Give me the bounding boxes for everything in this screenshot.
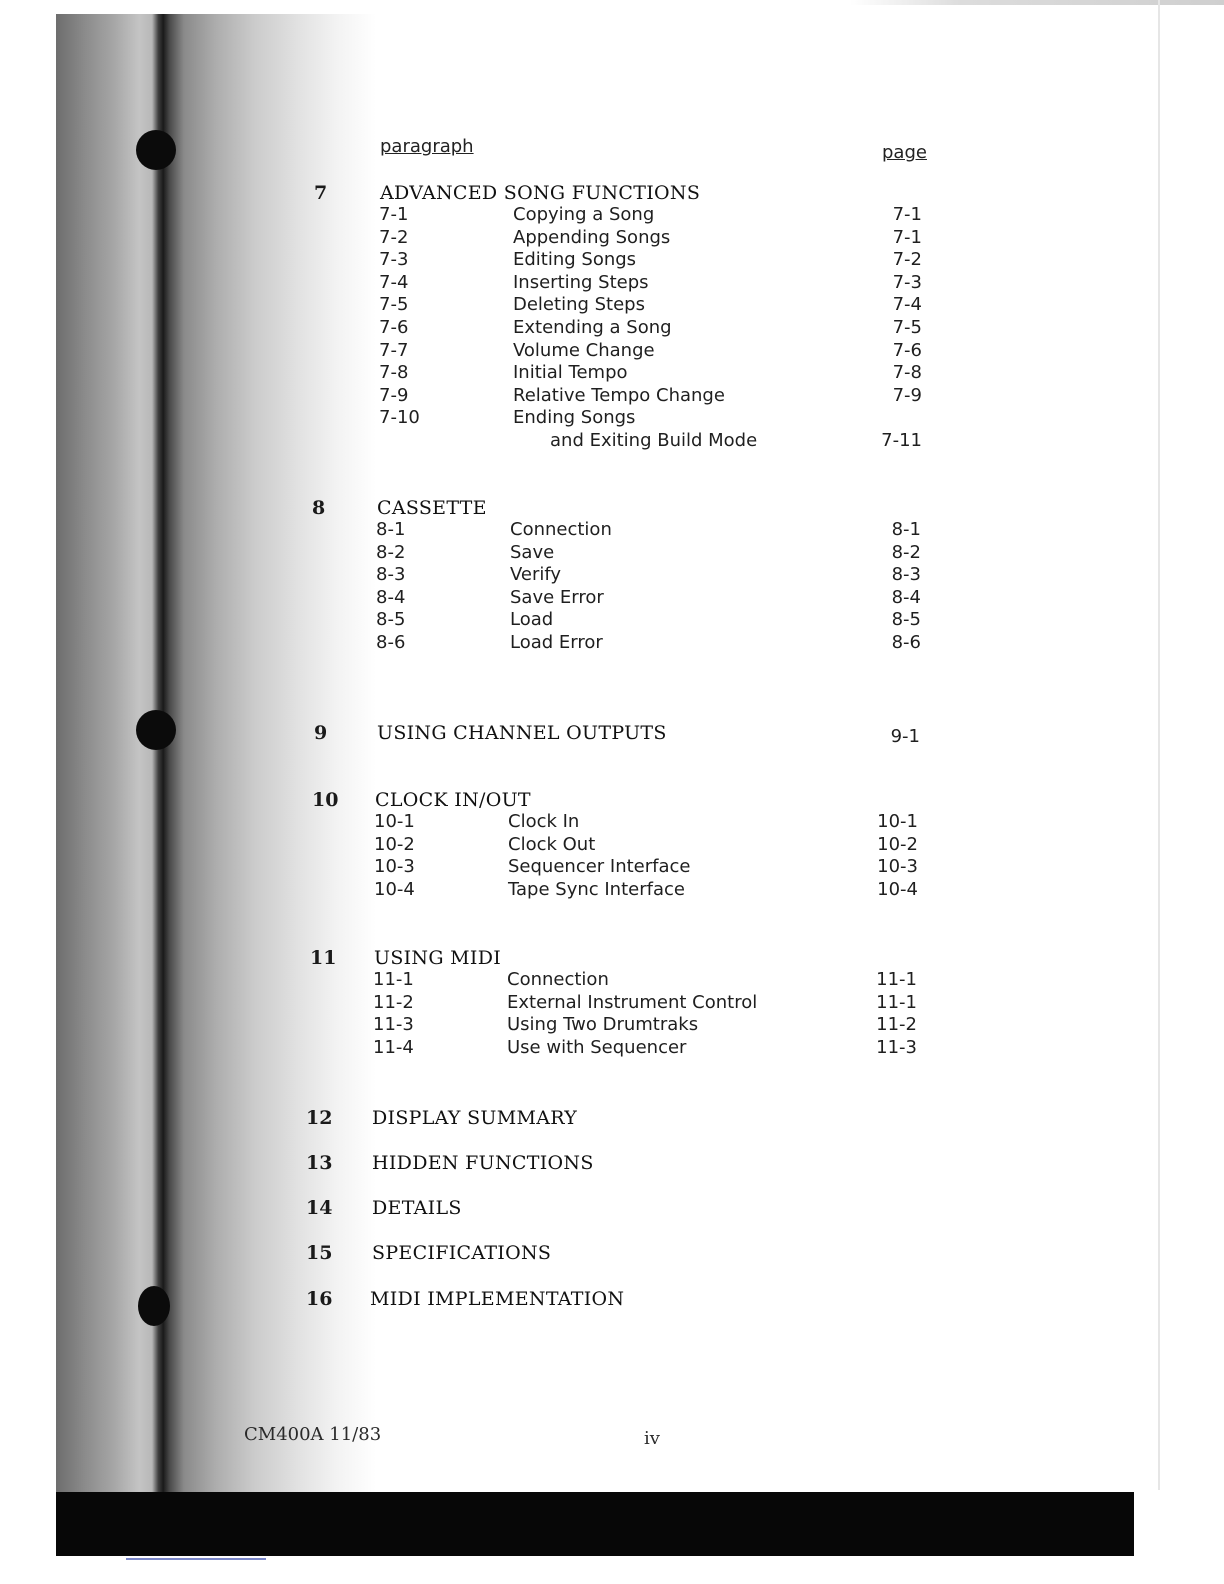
section-title: Using Two Drumtraks — [507, 1014, 699, 1036]
section-title: Relative Tempo Change — [513, 384, 725, 406]
section-title: Connection — [507, 969, 609, 990]
section-title: Clock Out — [508, 833, 596, 855]
chapter-title: CLOCK IN/OUT — [375, 789, 531, 811]
chapter-number: 7 — [314, 182, 328, 204]
chapter-title: CASSETTE — [377, 497, 487, 519]
section-title: Appending Songs — [513, 226, 671, 248]
section-number: 7-10 — [379, 407, 420, 429]
section-title: Copying a Song — [513, 204, 655, 225]
section-number: 10-2 — [374, 833, 415, 855]
scan-bottom-rule — [126, 1558, 266, 1560]
section-title: Inserting Steps — [513, 271, 649, 293]
section-number: 8-1 — [376, 519, 406, 540]
chapter-number: 10 — [312, 789, 339, 811]
section-page: 7-5 — [892, 317, 922, 338]
section-number: 11-1 — [373, 969, 414, 990]
scan-edge-top — [850, 0, 1224, 5]
section-page: 7-11 — [881, 430, 922, 451]
section-title: Save Error — [510, 586, 604, 608]
page-number: iv — [644, 1428, 660, 1449]
binding-shadow — [56, 14, 376, 1494]
section-title: Use with Sequencer — [507, 1036, 687, 1058]
column-header-paragraph: paragraph — [380, 136, 474, 157]
section-page: 10-1 — [877, 811, 918, 832]
section-page: 8-1 — [891, 519, 921, 540]
section-page: 7-2 — [892, 249, 922, 271]
chapter-number: 14 — [306, 1197, 333, 1219]
section-page: 11-1 — [876, 969, 917, 990]
section-title: Save — [510, 541, 555, 563]
section-number: 11-3 — [373, 1014, 414, 1036]
section-number: 7-7 — [379, 339, 409, 361]
chapter-title: USING MIDI — [374, 947, 502, 969]
scan-bottom-bar — [56, 1492, 1134, 1556]
chapter-number: 15 — [306, 1242, 333, 1264]
section-page: 11-3 — [876, 1036, 917, 1058]
scan-edge-right — [1158, 0, 1160, 1490]
section-title: Initial Tempo — [513, 362, 628, 384]
chapter-number: 9 — [314, 722, 328, 744]
section-page: 8-3 — [891, 564, 921, 586]
section-title: Load Error — [510, 632, 603, 653]
section-page: 7-3 — [892, 271, 922, 293]
chapter-title: ADVANCED SONG FUNCTIONS — [380, 182, 701, 204]
punch-hole-middle — [136, 710, 176, 750]
section-title: Connection — [510, 519, 612, 540]
section-page: 7-1 — [892, 226, 922, 248]
section-page: 11-2 — [876, 1014, 917, 1036]
section-title: Sequencer Interface — [508, 856, 691, 878]
document-code: CM400A 11/83 — [244, 1424, 382, 1445]
chapter-number: 13 — [306, 1152, 333, 1174]
section-number: 11-4 — [373, 1036, 414, 1058]
chapter-title: DETAILS — [372, 1197, 462, 1219]
column-header-page: page — [882, 142, 927, 163]
chapter-number: 8 — [312, 497, 326, 519]
section-number: 7-5 — [379, 294, 409, 316]
section-title: Tape Sync Interface — [508, 878, 685, 900]
section-number: 8-5 — [376, 609, 406, 631]
section-number: 10-1 — [374, 811, 415, 832]
chapter-page: 9-1 — [890, 726, 920, 747]
chapter-title: HIDDEN FUNCTIONS — [372, 1152, 594, 1174]
section-title: and Exiting Build Mode — [550, 430, 758, 451]
section-page: 11-1 — [876, 991, 917, 1013]
chapter-number: 16 — [306, 1288, 333, 1310]
section-number: 7-1 — [379, 204, 409, 225]
chapter-number: 12 — [306, 1107, 333, 1129]
section-number: 10-3 — [374, 856, 415, 878]
section-number: 7-6 — [379, 317, 409, 338]
section-title: Load — [510, 609, 554, 631]
section-title: Extending a Song — [513, 317, 672, 338]
section-page: 7-4 — [892, 294, 922, 316]
chapter-number: 11 — [310, 947, 337, 969]
section-title: Deleting Steps — [513, 294, 645, 316]
section-number: 7-2 — [379, 226, 409, 248]
section-number: 10-4 — [374, 878, 415, 900]
section-page: 10-2 — [877, 833, 918, 855]
section-number: 8-4 — [376, 586, 406, 608]
section-page: 8-2 — [891, 541, 921, 563]
section-number: 8-6 — [376, 632, 406, 653]
section-page: 10-4 — [877, 878, 918, 900]
section-page: 10-3 — [877, 856, 918, 878]
section-number: 7-3 — [379, 249, 409, 271]
section-title: Clock In — [508, 811, 580, 832]
section-page: 8-4 — [891, 586, 921, 608]
section-number: 8-3 — [376, 564, 406, 586]
section-title: Ending Songs — [513, 407, 636, 429]
section-number: 7-8 — [379, 362, 409, 384]
punch-hole-bottom — [138, 1286, 170, 1326]
section-number: 11-2 — [373, 991, 414, 1013]
section-title: Editing Songs — [513, 249, 637, 271]
section-page: 8-6 — [891, 632, 921, 653]
section-number: 8-2 — [376, 541, 406, 563]
section-page: 8-5 — [891, 609, 921, 631]
section-title: Volume Change — [513, 339, 655, 361]
section-number: 7-4 — [379, 271, 409, 293]
section-page: 7-8 — [892, 362, 922, 384]
section-number: 7-9 — [379, 384, 409, 406]
chapter-title: MIDI IMPLEMENTATION — [370, 1288, 625, 1310]
punch-hole-top — [136, 130, 176, 170]
section-title: External Instrument Control — [507, 991, 758, 1013]
chapter-title: USING CHANNEL OUTPUTS — [377, 722, 667, 744]
chapter-title: SPECIFICATIONS — [372, 1242, 552, 1264]
section-title: Verify — [510, 564, 562, 586]
section-page: 7-6 — [892, 339, 922, 361]
chapter-title: DISPLAY SUMMARY — [372, 1107, 578, 1129]
section-page: 7-1 — [892, 204, 922, 225]
section-page: 7-9 — [892, 384, 922, 406]
